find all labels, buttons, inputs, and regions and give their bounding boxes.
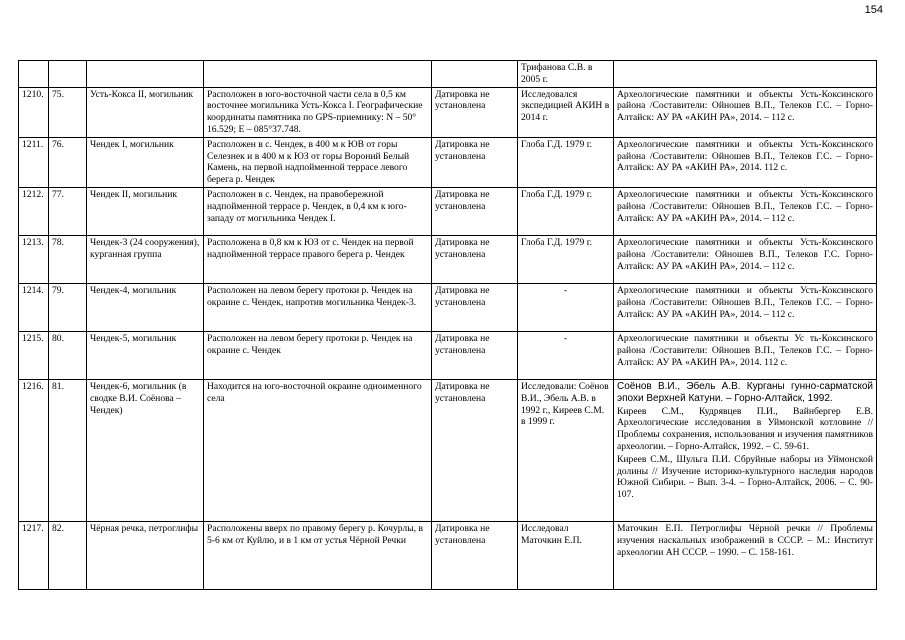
monument-name: Усть-Кокса II, могильник	[87, 87, 204, 137]
monument-name: Чёрная речка, петроглифы	[87, 521, 204, 589]
table-row	[19, 283, 877, 331]
monument-dating: Датировка не установлена	[432, 137, 518, 187]
row-number: 1213.	[19, 235, 49, 283]
monument-location: Расположена в 0,8 км к ЮЗ от с. Чендек на первой надпойменной террасе правого берега р. Чендек	[204, 235, 432, 283]
monument-name: Чендек-6, могильник (в сводке В.И. Соёнова – Чендек)	[87, 379, 204, 521]
monument-research: Глоба Г.Д. 1979 г.	[518, 235, 614, 283]
monument-dating: Датировка не установлена	[432, 331, 518, 379]
monument-research: Глоба Г.Д. 1979 г.	[518, 137, 614, 187]
monument-location: Расположен в юго-восточной части села в 0,5 км восточнее могильника Усть-Кокса I. Географические координаты памятника по GPS-приемнику: N – 50° 16.529; E – 085°37.748.	[204, 87, 432, 137]
monument-research: Исследовался экспедицией АКИН в 2014 г.	[518, 87, 614, 137]
reference-entry: Археологические памятники и объекты Усть-Коксинского района /Составители: Ойношев В.П., Телеков Г.С. Горно-Алтайск: АУ РА «АКИН РА», 2014. – 112 с.	[617, 236, 873, 272]
table-row	[19, 187, 877, 235]
monument-dating: Датировка не установлена	[432, 87, 518, 137]
table-row	[19, 379, 877, 521]
monument-location: Расположен на левом берегу протоки р. Чендек на окраине с. Чендек	[204, 331, 432, 379]
monument-location: Расположены вверх по правому берегу р. Кочурлы, в 5-6 км от Куйлю, и в 1 км от устья Чёрной Речки	[204, 521, 432, 589]
page-number: 154	[864, 4, 883, 16]
monument-location: Расположен на левом берегу протоки р. Чендек на окраине с. Чендек, напротив могильника Чендек-3.	[204, 283, 432, 331]
monument-references	[614, 87, 877, 137]
row-subnumber: 82.	[49, 521, 87, 589]
monument-references	[614, 187, 877, 235]
table-row	[19, 331, 877, 379]
monument-references	[614, 137, 877, 187]
monument-dating: Датировка не установлена	[432, 521, 518, 589]
row-number: 1212.	[19, 187, 49, 235]
reference-entry: Археологические памятники и объекты Усть-Коксинского района /Составители: Ойношев В.П., Телеков Г.С. – Горно-Алтайск: АУ РА «АКИН РА», 2014. – 112 с.	[617, 188, 873, 224]
monument-dating: Датировка не установлена	[432, 187, 518, 235]
monument-research: Исследовал Маточкин Е.П.	[518, 521, 614, 589]
reference-entry: Археологические памятники и объекты Ус ть-Коксинского района /Составители: Ойношев В.П., Телеков Г.С. – Горно-Алтайск: АУ РА «АКИН РА», 2014. 112 с.	[617, 332, 873, 368]
row-subnumber: 75.	[49, 87, 87, 137]
monument-name: Чендек-3 (24 сооружения), курганная группа	[87, 235, 204, 283]
row-subnumber: 77.	[49, 187, 87, 235]
monument-location: Находится на юго-восточной окраине одноименного села	[204, 379, 432, 521]
monument-location: Расположен в с. Чендек, на правобережной надпойменной террасе р. Чендек, в 0,4 км к юго-западу от могильника Чендек I.	[204, 187, 432, 235]
monument-references	[614, 379, 877, 521]
monument-references	[614, 521, 877, 589]
monument-dating: Датировка не установлена	[432, 283, 518, 331]
monument-research: -	[518, 283, 614, 331]
monument-research: -	[518, 331, 614, 379]
row-subnumber: 79.	[49, 283, 87, 331]
monument-name: Чендек-5, могильник	[87, 331, 204, 379]
reference-entry: Киреев С.М., Шульга П.И. Сбруйные наборы из Уймонской долины // Изучение историко-культурного наследия народов Южной Сибири. – Вып. 3-4. – Горно-Алтайск, 2006. – С. 90-107.	[617, 453, 873, 501]
reference-entry: Соёнов В.И., Эбель А.В. Курганы гунно-сарматской эпохи Верхней Катуни. – Горно-Алтайск, 1992.	[617, 380, 873, 404]
table-row	[19, 87, 877, 137]
monument-references	[614, 235, 877, 283]
reference-entry: Археологические памятники и объекты Усть-Коксинского района /Составители: Ойношев В.П., Телеков Г.С. – Горно-Алтайск: АУ РА «АКИН РА», 2014. – 112 с.	[617, 284, 873, 320]
reference-entry: Археологические памятники и объекты Усть-Коксинского района /Составители: Ойношев В.П., Телеков Г.С. – Горно-Алтайск: АУ РА «АКИН РА», 2014. 112 с.	[617, 138, 873, 174]
reference-entry: Археологические памятники и объекты Усть-Коксинского района /Составители: Ойношев В.П., Телеков Г.С. – Горно-Алтайск: АУ РА «АКИН РА», 2014. – 112 с.	[617, 88, 873, 124]
row-number: 1211.	[19, 137, 49, 187]
row-number: 1215.	[19, 331, 49, 379]
monuments-table	[18, 60, 877, 590]
table-row-continued	[19, 61, 877, 88]
table-row	[19, 235, 877, 283]
row-subnumber: 80.	[49, 331, 87, 379]
monument-references	[614, 283, 877, 331]
row-subnumber: 78.	[49, 235, 87, 283]
row-number: 1210.	[19, 87, 49, 137]
row-subnumber: 81.	[49, 379, 87, 521]
monument-references	[614, 331, 877, 379]
monument-research: Исследовали: Соёнов В.И., Эбель А.В. в 1992 г., Киреев С.М. в 1999 г.	[518, 379, 614, 521]
monument-dating: Датировка не установлена	[432, 379, 518, 521]
monument-name: Чендек II, могильник	[87, 187, 204, 235]
row-subnumber: 76.	[49, 137, 87, 187]
reference-entry: Маточкин Е.П. Петроглифы Чёрной речки // Проблемы изучения наскальных изображений в СССР. – М.: Институт археологии АН СССР. – 1990. – С. 158-161.	[617, 522, 873, 558]
reference-entry: Киреев С.М., Кудрявцев П.И., Вайнбергер Е.В. Археологические исследования в Уймонской котловине // Проблемы сохранения, использования и изучения памятников археологии. – Горно-Алтайск, 1992. – С. 59-61.	[617, 405, 873, 452]
monument-dating: Датировка не установлена	[432, 235, 518, 283]
monument-research: Глоба Г.Д. 1979 г.	[518, 187, 614, 235]
row-number: 1217.	[19, 521, 49, 589]
row-number: 1214.	[19, 283, 49, 331]
table-row	[19, 137, 877, 187]
research-cell: Трифанова С.В. в 2005 г.	[518, 61, 614, 88]
monument-location: Расположен в с. Чендек, в 400 м к ЮВ от горы Селезнек и в 400 м к ЮЗ от горы Вороний Белый Камень, на первой надпойменной террасе левого берега р. Чендек	[204, 137, 432, 187]
table-row	[19, 521, 877, 589]
monument-name: Чендек I, могильник	[87, 137, 204, 187]
monument-name: Чендек-4, могильник	[87, 283, 204, 331]
row-number: 1216.	[19, 379, 49, 521]
